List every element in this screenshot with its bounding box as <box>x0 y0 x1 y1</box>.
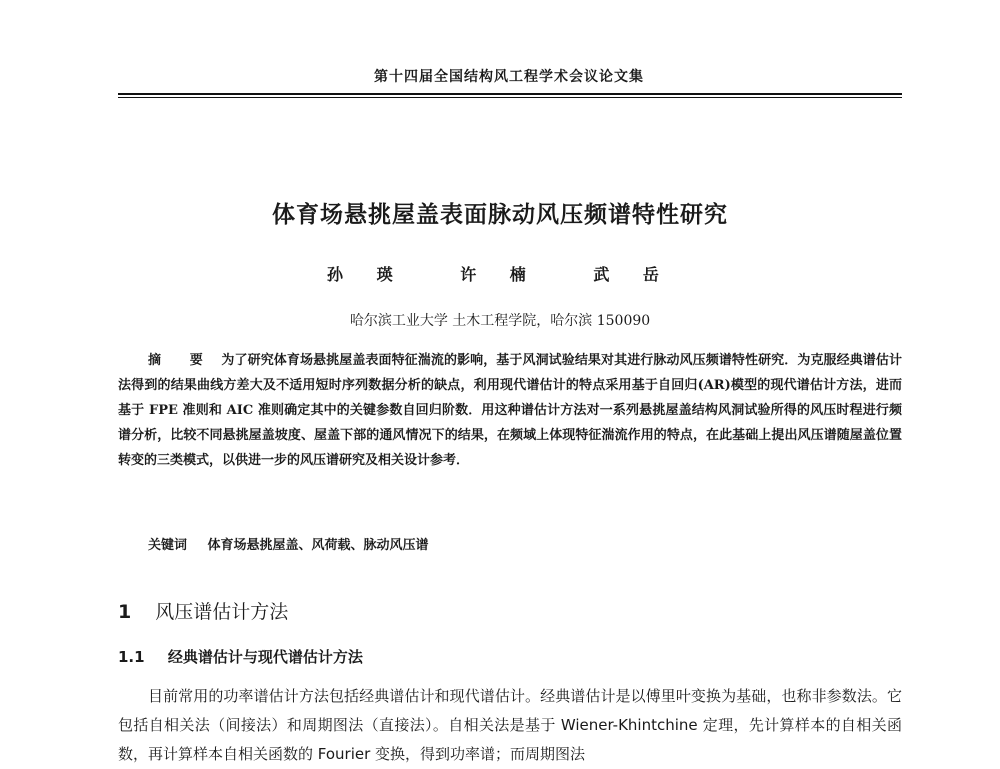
author-list <box>0 262 1000 285</box>
body-paragraph: 目前常用的功率谱估计方法包括经典谱估计和现代谱估计。经典谱估计是以傅里叶变换为基础，也称非参数法。它包括自相关法（间接法）和周期图法（直接法）。自相关法是基于 Wiener-Khintchine 定理，先计算样本的自相关函数，再计算样本自相关函数的 Fourier 变换，得到功率谱；而周期图法 <box>118 687 902 763</box>
subsection-number: 1.1 <box>118 648 145 666</box>
keywords <box>148 534 429 553</box>
abstract <box>118 348 902 473</box>
header-rule <box>118 93 902 98</box>
author: 武 岳 <box>593 265 673 284</box>
author: 孙 瑛 <box>327 265 407 284</box>
section-heading <box>118 597 288 624</box>
keywords-text: 体育场悬挑屋盖、风荷载、脉动风压谱 <box>207 538 429 553</box>
keywords-label: 关键词 <box>148 538 188 553</box>
paper-title: 体育场悬挑屋盖表面脉动风压频谱特性研究 <box>272 202 728 228</box>
subsection-title: 经典谱估计与现代谱估计方法 <box>167 648 363 666</box>
subsection-heading <box>118 646 363 667</box>
running-header: 第十四届全国结构风工程学术会议论文集 <box>374 69 644 85</box>
affiliation: 哈尔滨工业大学 土木工程学院，哈尔滨 150090 <box>349 313 651 329</box>
section-number: 1 <box>118 601 132 623</box>
abstract-label: 摘 要 <box>148 353 215 368</box>
abstract-text: 为了研究体育场悬挑屋盖表面特征湍流的影响，基于风洞试验结果对其进行脉动风压频谱特性研究．为克服经典谱估计法得到的结果曲线方差大及不适用短时序列数据分析的缺点，利用现代谱估计的特点采用基于自回归(AR)模型的现代谱估计方法，进而基于 FPE 准则和 AIC 准则确定其中的关键参数自回归阶数．用这种谱估计方法对一系列悬挑屋盖结构风洞试验所得的风压时程进行频谱分析，比较不同悬挑屋盖坡度、屋盖下部的通风情况下的结果，在频域上体现特征湍流作用的特点，在此基础上提出风压谱随屋盖位置转变的三类模式，以供进一步的风压谱研究及相关设计参考． <box>118 353 902 468</box>
section-title: 风压谱估计方法 <box>155 601 289 623</box>
author: 许 楠 <box>460 265 540 284</box>
